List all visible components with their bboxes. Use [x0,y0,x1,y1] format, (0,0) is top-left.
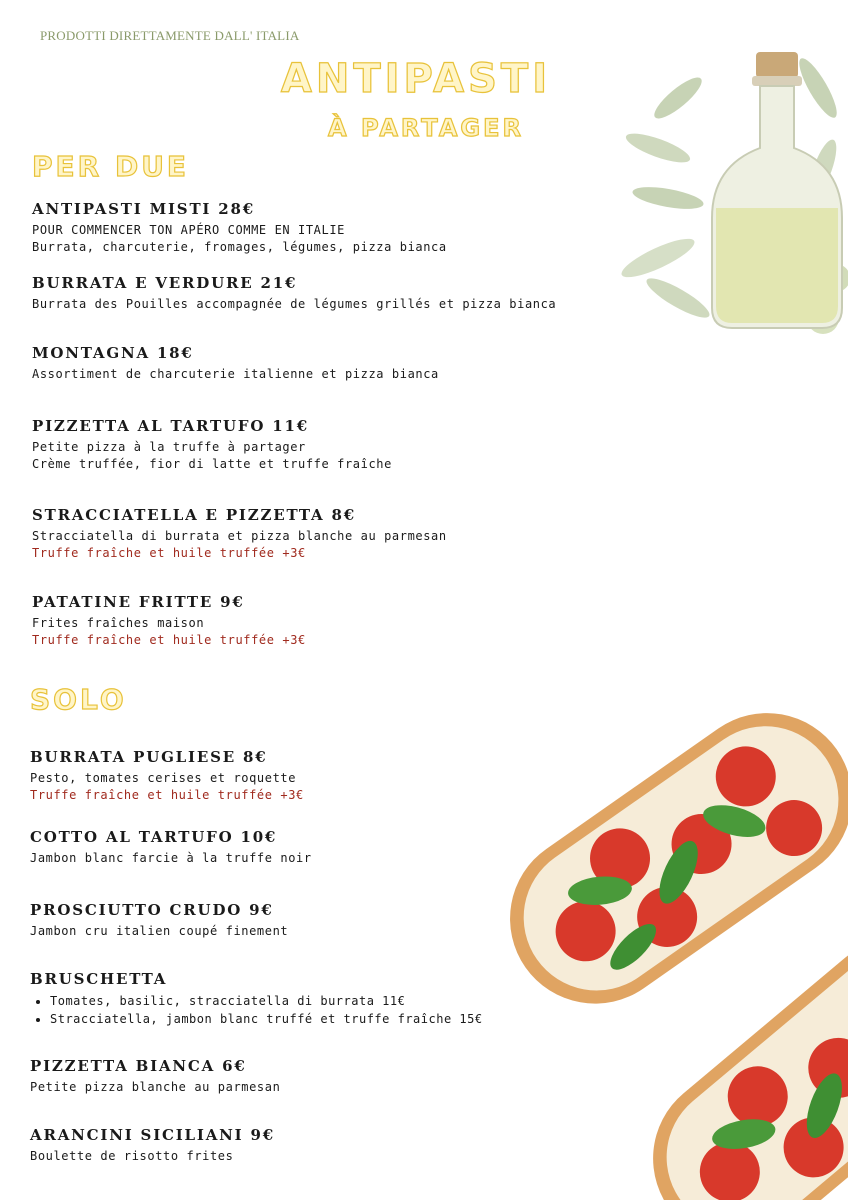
menu-item [30,1057,280,1096]
menu-item-description: Petite pizza à la truffe à partager [32,440,306,454]
menu-item-description: Crème truffée, fior di latte et truffe fraîche [32,457,392,471]
menu-item-description: Burrata des Pouilles accompagnée de légumes grillés et pizza bianca [32,297,557,311]
bruschetta-options [30,992,483,1028]
menu-item-name: COTTO AL TARTUFO 10€ [30,828,278,846]
menu-item-name: STRACCIATELLA E PIZZETTA 8€ [32,506,356,524]
menu-item-extra: Truffe fraîche et huile truffée +3€ [32,546,306,560]
menu-item-name: PATATINE FRITTE 9€ [32,593,245,611]
menu-item [32,200,447,256]
menu-item-description: Assortiment de charcuterie italienne et pizza bianca [32,367,439,381]
list-item: • Stracciatella, jambon blanc truffé et truffe fraîche 15€ [50,1010,483,1028]
menu-item-name: PIZZETTA BIANCA 6€ [30,1057,247,1075]
menu-item [30,901,288,940]
section-heading-solo: SOLO [30,683,127,716]
menu-item-name: ARANCINI SICILIANI 9€ [30,1126,275,1144]
menu-item-description: Petite pizza blanche au parmesan [30,1080,281,1094]
menu-item [30,970,483,1028]
page-subtitle: À PARTAGER [328,114,524,142]
page-title: ANTIPASTI [280,56,552,102]
menu-item-extra: Truffe fraîche et huile truffée +3€ [32,633,306,647]
menu-item [30,828,312,867]
menu-item-description: POUR COMMENCER TON APÉRO COMME EN ITALIE [32,223,345,237]
menu-item-name: PROSCIUTTO CRUDO 9€ [30,901,274,919]
menu-item-description: Boulette de risotto frites [30,1149,234,1163]
menu-item-description: Pesto, tomates cerises et roquette [30,771,297,785]
menu-item-name: BRUSCHETTA [30,970,168,988]
menu-item [30,1126,275,1165]
menu-item [32,593,306,649]
section-heading-per-due: PER DUE [32,150,190,183]
menu-item [32,506,447,562]
menu-item-description: Frites fraîches maison [32,616,205,630]
menu-item-description: Stracciatella di burrata et pizza blanche au parmesan [32,529,447,543]
list-item: • Tomates, basilic, stracciatella di burrata 11€ [50,992,483,1010]
menu-item [32,344,439,383]
menu-item-description: Jambon cru italien coupé finement [30,924,289,938]
menu-item-name: BURRATA PUGLIESE 8€ [30,748,268,766]
bruschetta-icon [500,660,848,1200]
menu-item-extra: Truffe fraîche et huile truffée +3€ [30,788,304,802]
menu-item-description: Jambon blanc farcie à la truffe noir [30,851,312,865]
menu-item-name: PIZZETTA AL TARTUFO 11€ [32,417,309,435]
tagline: PRODOTTI DIRETTAMENTE DALL' ITALIA [40,28,300,43]
menu-item-name: BURRATA E VERDURE 21€ [32,274,298,292]
menu-item [32,417,392,473]
menu-item-description: Burrata, charcuterie, fromages, légumes, pizza bianca [32,240,447,254]
menu-item-name: ANTIPASTI MISTI 28€ [32,200,255,218]
menu-item [30,748,304,804]
menu-item [32,274,556,313]
menu-item-name: MONTAGNA 18€ [32,344,194,362]
